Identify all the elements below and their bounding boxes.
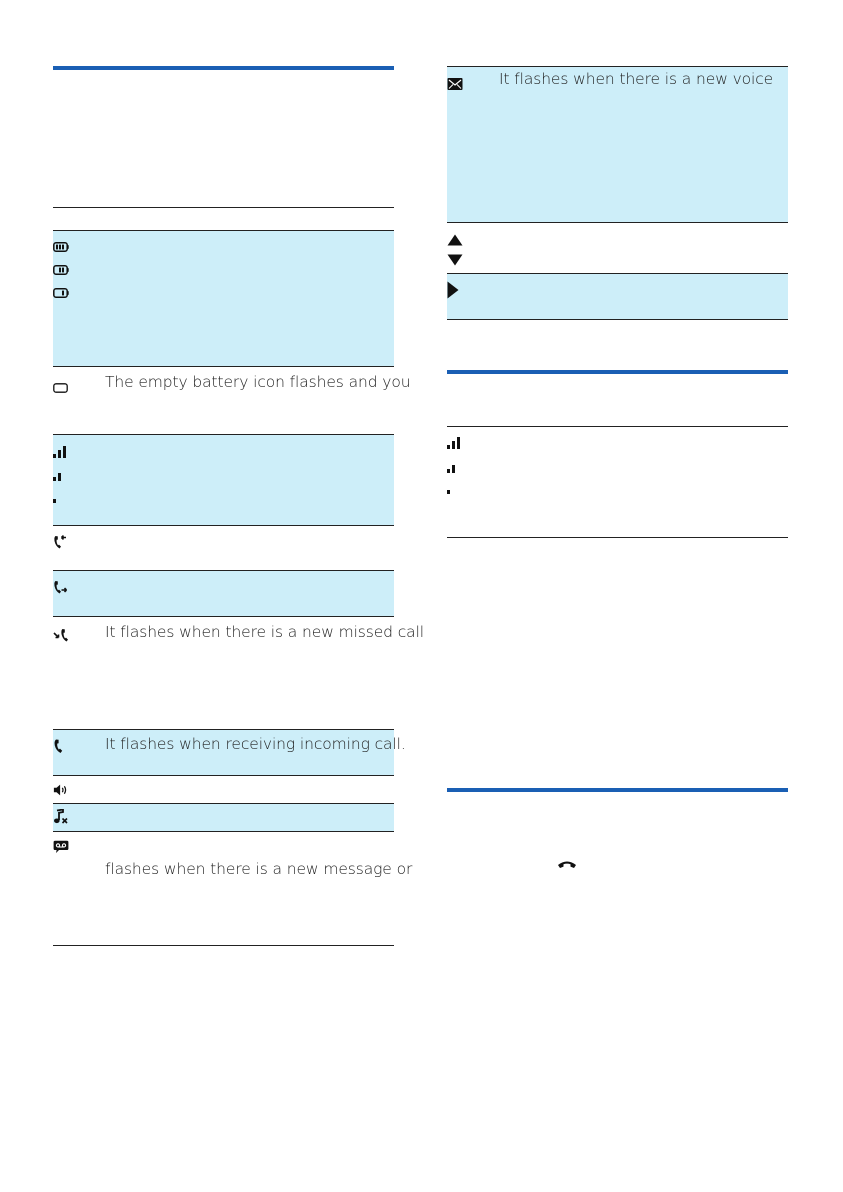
battery-low-icon <box>53 285 69 301</box>
missed-call-icon <box>53 627 69 643</box>
table-row <box>53 617 424 730</box>
row-text: flashes when there is a new message or <box>105 860 413 878</box>
table-row <box>447 427 788 538</box>
signal-strong-icon <box>53 444 69 460</box>
arrow-up-icon <box>447 232 463 248</box>
arrow-down-icon <box>447 252 463 268</box>
ringing-call-icon <box>53 738 69 754</box>
voicemail-icon <box>53 839 69 855</box>
call-incoming-icon <box>53 534 69 550</box>
table-top-rule-left <box>53 207 394 208</box>
signal-medium-icon <box>447 459 463 475</box>
row-text: It flashes when there is a new voice <box>499 70 774 88</box>
table-row <box>53 832 413 946</box>
table-row <box>53 776 394 804</box>
table-row <box>53 571 394 617</box>
signal-weak-icon <box>447 482 463 498</box>
table-row <box>53 804 394 832</box>
section-rule-left <box>53 66 394 70</box>
signal-strong-icon <box>447 435 463 451</box>
table-row <box>53 367 411 435</box>
row-text: It flashes when receiving incoming call. <box>105 735 406 753</box>
signal-medium-icon <box>53 467 69 483</box>
table-row <box>53 730 406 776</box>
battery-empty-icon <box>53 380 69 396</box>
envelope-icon <box>447 76 463 92</box>
speaker-icon <box>53 782 69 798</box>
right-signal-table <box>447 427 788 538</box>
row-text: It flashes when there is a new missed call <box>105 623 424 641</box>
battery-full-icon <box>53 239 69 255</box>
signal-weak-icon <box>53 490 69 506</box>
ringer-off-icon <box>53 809 69 825</box>
section-rule-right-1 <box>447 370 788 374</box>
right-icon-table <box>447 67 788 320</box>
call-outgoing-icon <box>53 579 69 595</box>
section-rule-right-2 <box>447 788 788 792</box>
row-text: The empty battery icon flashes and you <box>105 373 411 391</box>
hang-up-icon <box>557 859 577 871</box>
table-row <box>447 67 788 223</box>
arrow-right-icon <box>447 282 463 298</box>
table-row <box>53 231 394 367</box>
table-row <box>53 435 394 526</box>
battery-half-icon <box>53 262 69 278</box>
table-row <box>53 526 394 571</box>
left-icon-table <box>53 231 424 946</box>
table-row <box>447 274 788 320</box>
table-row <box>447 223 788 274</box>
